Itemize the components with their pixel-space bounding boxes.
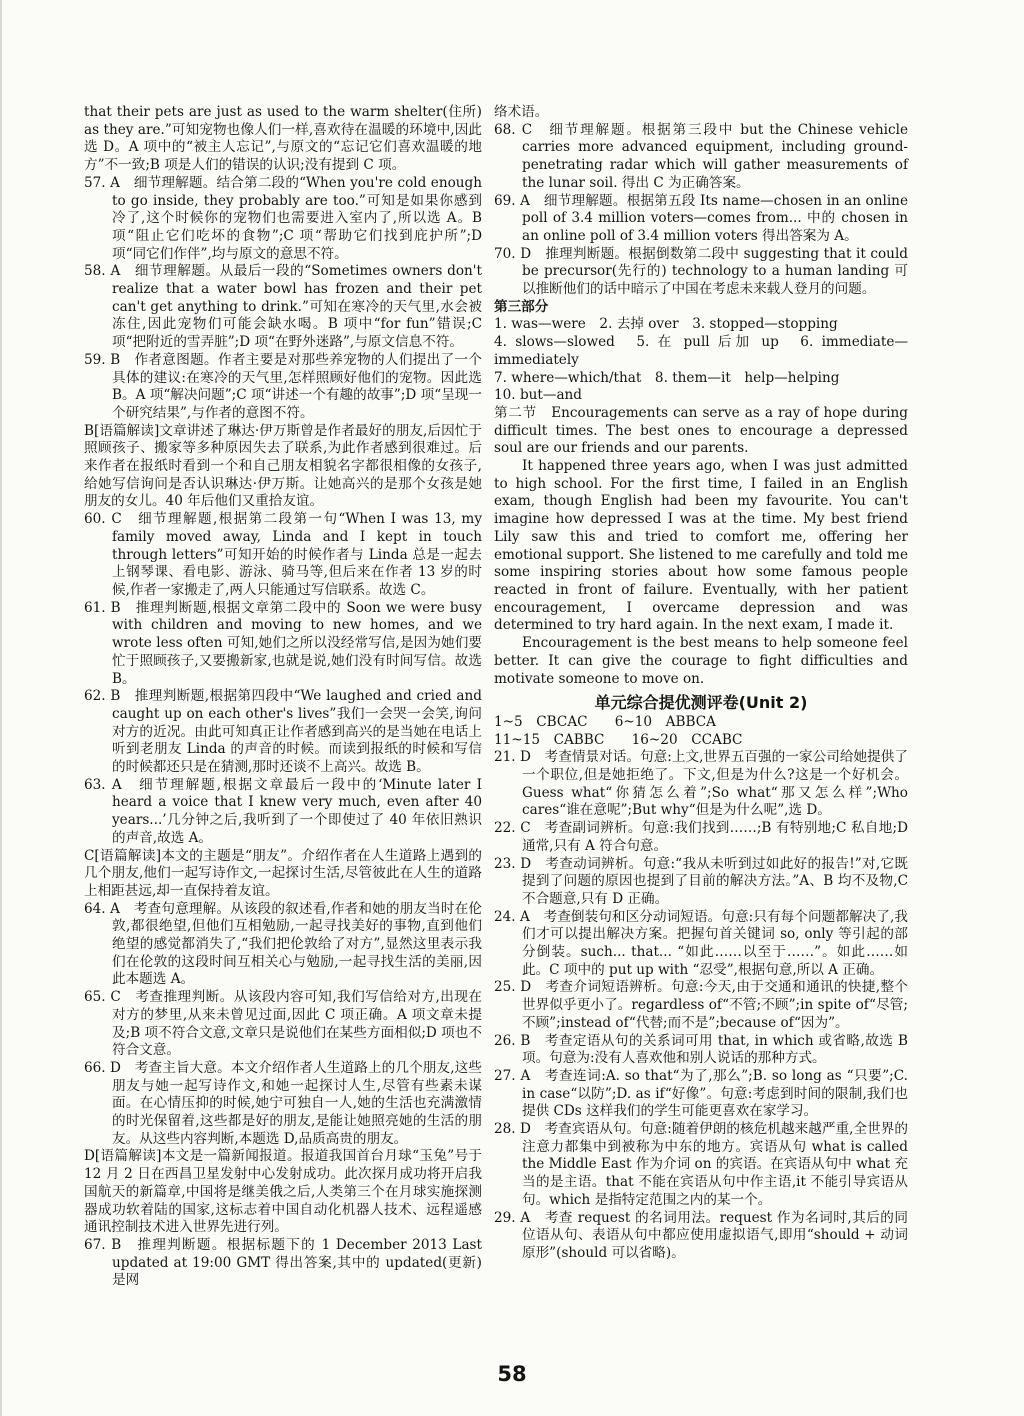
- answer-57: 57. A 细节理解题。结合第二段的“When you're cold enough to go inside, they probably are too.”可知是如果你感到冷了,这个时候你的宠物们也需要进入室内了,所以选 A。B 项“阻止它们吃坏的食物”;C 项“帮助它们找到庇护所”;D 项“同它们作伴”,均与原文的意思不符。: [84, 174, 482, 262]
- answer-25: 25. D 考查介词短语辨析。句意:今天,由于交通和通讯的快捷,整个世界似乎更小了。regardless of“不管;不顾”;in spite of“尽管;不顾”;instead of“代替;而不是”;because of“因为”。: [494, 979, 908, 1031]
- answer-24: 24. A 考查倒装句和区分动词短语。句意:只有每个问题都解决了,我们才可以提出解决方案。把握句首关键词 so, only 等引起的部分倒装。such... that... “如此……以至于……”。如此……如此。C 项中的 put up with “忍受”,根据句意,所以 A 正确。: [494, 908, 908, 978]
- essay-paragraph-1: It happened three years ago, when I was just admitted to high school. For the first time, I failed in an English exam, though English had been my favourite. You can't imagine how depressed I was at the time. My best friend Lily saw this and tried to comfort me, offering her emotional support. She listened to me carefully and told me some inspiring stories about how some famous people reacted in front of failure. Eventually, with her patient encouragement, I overcame depression and was determined to try hard again. In the next exam, I made it.: [494, 458, 908, 634]
- answer-21: 21. D 考查情景对话。句意:上文,世界五百强的一家公司给她提供了一个职位,但是她拒绝了。下文,但是为什么?这是一个好机会。Guess what“你猜怎么着”;So what“那又怎么样”;Who cares“谁在意呢”;But why“但是为什么呢”,选 D。: [494, 749, 908, 819]
- page-number: 58: [497, 1362, 527, 1386]
- answer-64: 64. A 考查句意理解。从该段的叙述看,作者和她的朋友当时在伦敦,都很绝望,但他们互相勉励,一起寻找美好的事物,直到他们绝望的感觉都消失了,“我们把伦敦给了对方”,显然这里表示我们在伦敦的这段时间互相关心与勉励,一起寻找生活的美丽,因此本题选 A。: [84, 900, 482, 988]
- right-column: [494, 104, 908, 1263]
- right-text-0: 络术语。: [494, 104, 549, 120]
- answer-key-line-2: 11~15 CABBC 16~20 CCABC: [494, 731, 743, 748]
- unit-test-title: 单元综合提优测评卷(Unit 2): [594, 693, 808, 713]
- answer-60: 60. C 细节理解题,根据第二段第一句“When I was 13, my family moved away, Linda and I kept in touch through letters”可知开始的时候作者与 Linda 总是一起去上钢琴课、看电影、游泳、骑马等,但后来在作者 13 岁的时候,作者一家搬走了,两人只能通过写信联系。故选 C。: [84, 511, 482, 598]
- answer-26: 26. B 考查定语从句的关系词可用 that, in which 或省略,故选 B 项。句意为:没有人喜欢他和别人说话的那种方式。: [494, 1032, 908, 1067]
- answer-27: 27. A 考查连词:A. so that“为了,那么”;B. so long as “只要”;C. in case“以防”;D. as if“好像”。句意:考虑到时间的限制,我们也提供 CDs 这样我们的学生可能更喜欢在家学习。: [494, 1067, 908, 1120]
- answer-70: 70. D 推理判断题。根据倒数第二段中 suggesting that it could be precursor(先行的) technology to a human landing 可以推断他们的话中暗示了中国在考虑未来载人登月的问题。: [494, 245, 908, 298]
- answer-key-line-1: 1~5 CBCAC 6~10 ABBCA: [494, 713, 716, 730]
- essay-paragraph-2: Encouragement is the best means to help someone feel better. It can give the courage to fight difficulties and motivate someone to move on.: [494, 635, 908, 687]
- answer-61: 61. B 推理判断题,根据文章第二段中的 Soon we were busy with children and moving to new homes, and we wrote less often 可知,她们之所以没经常写信,是因为她们要忙于照顾孩子,又要搬新家,也就是说,她们没有时间写信。故选 B。: [84, 599, 482, 687]
- part3-title: 第三部分: [494, 298, 549, 315]
- passage-b-summary: B[语篇解读]文章讲述了琳达·伊万斯曾是作者最好的朋友,后因忙于照顾孩子、搬家等多种原因失去了联系,为此作者感到很难过。后来作者在报纸时看到一个和自己朋友相貌名字都很相像的女孩子,给她写信询问是否认识琳达·伊万斯。让她高兴的是那个女孩是她朋友的女儿。40 年后他们又重拾友谊。: [84, 422, 482, 510]
- left-text-0: that their pets are just as used to the warm shelter(住所) as they are.”可知宠物也像人们一样,喜欢待在温暖的环境中,因此选 D。A 项中的“被主人忘记”,与原文的“忘记它们喜欢温暖的地方”不一致;B 项是人们的错误的认识;没有提到 C 项。: [84, 104, 482, 174]
- answer-68: 68. C 细节理解题。根据第三段中 but the Chinese vehicle carries more advanced equipment, including ground-penetrating radar which will gather measurements of the lunar soil. 得出 C 为正确答案。: [494, 121, 908, 191]
- answer-23: 23. D 考查动词辨析。句意:“我从未听到过如此好的报告!”对,它既提到了问题的原因也提到了目前的解决方法。”A、B 均不及物,C 不合题意,只有 D 正确。: [494, 855, 908, 907]
- part3-line-1: 1. was—were 2. 去掉 over 3. stopped—stopping: [494, 316, 838, 333]
- answer-69: 69. A 细节理解题。根据第五段 Its name—chosen in an online poll of 3.4 million voters—comes from... 中的 chosen in an online poll of 3.4 million voters 得出答案为 A。: [494, 192, 908, 244]
- answer-66: 66. D 考查主旨大意。本文介绍作者人生道路上的几个朋友,这些朋友与她一起写诗作文,和她一起探讨人生,尽管有些素未谋面。在心情压抑的时候,她宁可独自一人,她的生活也充满激情的时光保留着,这些都是好的朋友,是能让她照亮她的生活的朋友。从这些内容判断,本题选 D,品质高贵的朋友。: [84, 1059, 482, 1147]
- left-column: [84, 104, 482, 1290]
- passage-d-summary: D[语篇解读]本文是一篇新闻报道。报道我国首台月球“玉兔”号于 12 月 2 日在西昌卫星发射中心发射成功。此次探月成功将开启我国航天的新篇章,中国将是继美俄之后,人类第三个在月球实施探测器成功软着陆的国家,这标志着中国自动化机器人技术、远程遥感通讯控制技术进入世界先进行列。: [84, 1148, 482, 1236]
- part3-line-2: 4. slows—slowed 5. 在 pull 后加 up 6. immediate—immediately: [494, 334, 908, 368]
- answer-22: 22. C 考查副词辨析。句意:我们找到……;B 有特别地;C 私自地;D 通常,只有 A 符合句意。: [494, 820, 908, 854]
- answer-63: 63. A 细节理解题,根据文章最后一段中的‘Minute later I heard a voice that I knew very much, even after 40 years...’几分钟之后,我听到了一个即使过了 40 年依旧熟识的声音,故选 A。: [84, 776, 482, 846]
- answer-65: 65. C 考查推理判断。从该段内容可知,我们写信给对方,出现在对方的梦里,从来未曾见过面,因此 C 项正确。A 项文章未提及;B 项不符合文意,文章只是说他们在某些方面相似;D 项也不符合文意。: [84, 989, 482, 1059]
- answer-29: 29. A 考查 request 的名词用法。request 作为名词时,其后的同位语从句、表语从句中都应使用虚拟语气,即用“should + 动词原形”(should 可以省略)。: [494, 1209, 908, 1261]
- scan-edge: [0, 0, 2, 1416]
- answer-28: 28. D 考查宾语从句。句意:随着伊朗的核危机越来越严重,全世界的注意力都集中到被称为中东的地方。宾语从句 what is called the Middle East 作为介词 on 的宾语。在宾语从句中 what 充当的是主语。that 不能在宾语从句中作主语,it 不能引导宾语从句。which 是指特定范围之内的某一个。: [494, 1121, 908, 1208]
- passage-c-summary: C[语篇解读]本文的主题是“朋友”。介绍作者在人生道路上遇到的几个朋友,他们一起写诗作文,一起探讨生活,尽管彼此在人生的道路上相距甚远,却一直保持着友谊。: [84, 847, 482, 899]
- part3-line-4: 10. but—and: [494, 387, 583, 404]
- answer-62: 62. B 推理判断题,根据第四段中“We laughed and cried and caught up on each other's lives”我们一会哭一会笑,询问对方的近况。由此可知真正让作者感到高兴的是当她在电话上听到老朋友 Linda 的声音的时候。而读到报纸的时候和写信的时候都还只是在猜测,那时还谈不上高兴。故选 B。: [84, 688, 482, 776]
- part3-line-3: 7. where—which/that 8. them—it help—helping: [494, 369, 840, 386]
- answer-67: 67. B 推理判断题。根据标题下的 1 December 2013 Last updated at 19:00 GMT 得出答案,其中的 updated(更新)是网: [84, 1237, 482, 1289]
- answer-59: 59. B 作者意图题。作者主要是对那些养宠物的人们提出了一个具体的建议:在寒冷的天气里,怎样照顾好他们的宠物。因此选 B。A 项“解决问题”;C 项“讲述一个有趣的故事”;D 项“呈现一个研究结果”,与作者的意图不符。: [84, 351, 482, 421]
- answer-58: 58. A 细节理解题。从最后一段的“Sometimes owners don't realize that a water bowl has frozen and their pet can't get anything to drink.”可知在寒冷的天气里,水会被冻住,因此宠物们可能会缺水喝。B 项中“for fun”错误;C 项“把附近的雪弄脏”;D 项“在野外迷路”,与原文信息不符。: [84, 263, 482, 351]
- section2-intro: 第二节 Encouragements can serve as a ray of hope during difficult times. The best ones to encourage a depressed soul are our friends and our parents.: [494, 404, 908, 457]
